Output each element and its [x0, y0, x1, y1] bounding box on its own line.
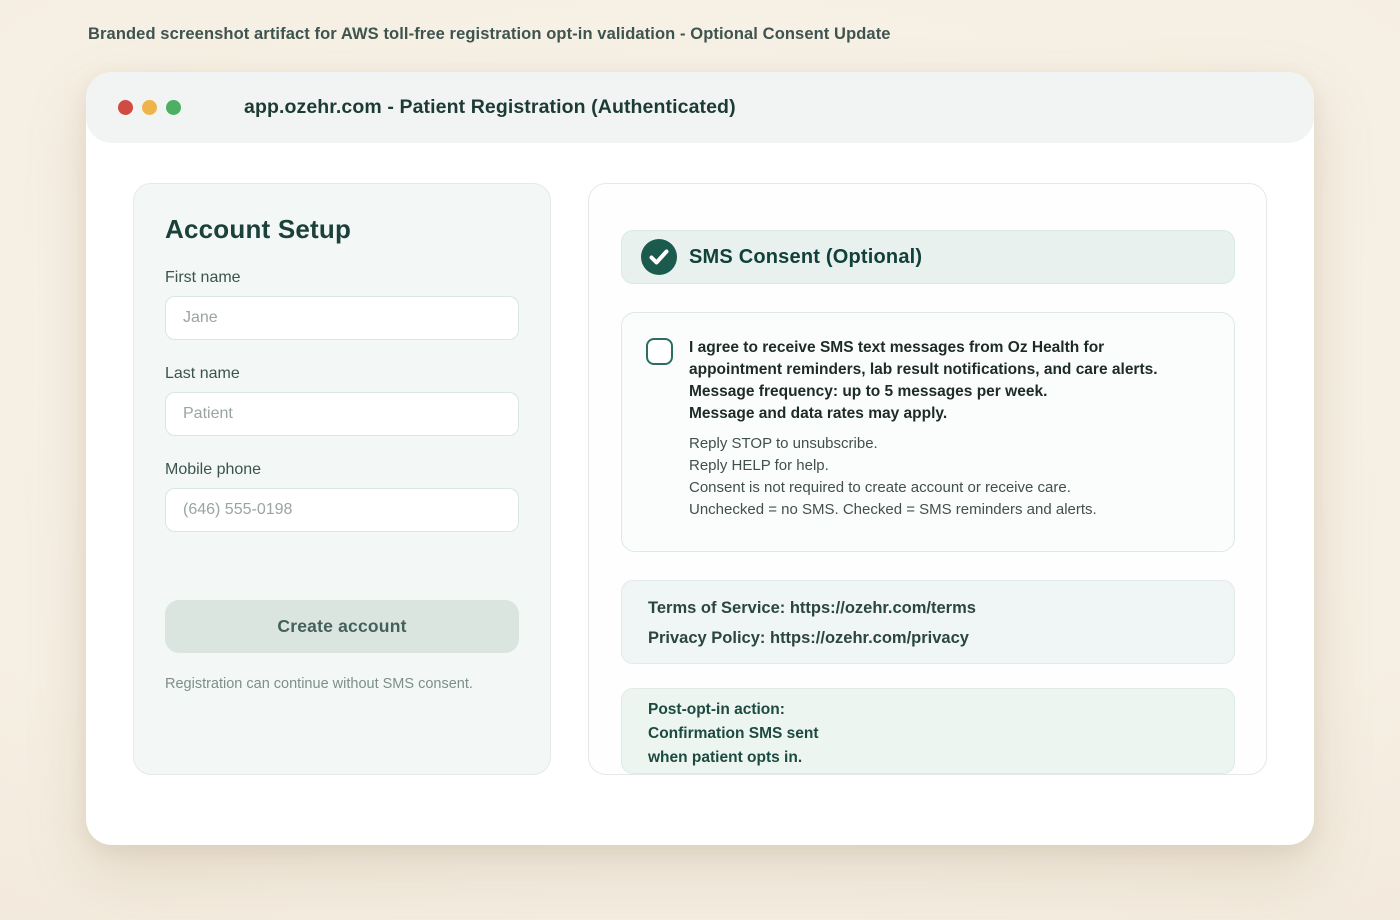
last-name-label: Last name — [165, 365, 240, 382]
browser-window — [86, 72, 1314, 845]
check-circle-icon — [641, 239, 677, 275]
post-opt-in-line3: when patient opts in. — [648, 749, 803, 766]
sms-consent-panel — [588, 183, 1267, 775]
consent-statement: I agree to receive SMS text messages from Oz Health for appointment reminders, lab result notifications, and care alerts. — [689, 339, 1158, 378]
window-controls — [118, 100, 181, 115]
post-opt-in-box — [621, 688, 1235, 774]
minimize-icon — [142, 100, 157, 115]
privacy-policy-line: Privacy Policy: https://ozehr.com/privacy — [648, 629, 969, 647]
consent-help-line: Reply HELP for help. — [689, 457, 829, 474]
terms-of-service-line: Terms of Service: https://ozehr.com/terms — [648, 599, 976, 617]
window-title: app.ozehr.com - Patient Registration (Authenticated) — [244, 96, 736, 118]
consent-state-line: Unchecked = no SMS. Checked = SMS reminders and alerts. — [689, 501, 1097, 518]
first-name-input[interactable] — [165, 296, 519, 340]
sms-consent-text — [689, 337, 1169, 521]
consent-rates: Message and data rates may apply. — [689, 405, 948, 422]
consent-stop-line: Reply STOP to unsubscribe. — [689, 435, 878, 452]
consent-frequency: Message frequency: up to 5 messages per week. — [689, 383, 1048, 400]
account-setup-panel — [133, 183, 551, 775]
sms-consent-header — [621, 230, 1235, 284]
post-opt-in-line2: Confirmation SMS sent — [648, 725, 819, 742]
window-titlebar — [86, 72, 1314, 143]
sms-consent-checkbox[interactable] — [646, 338, 673, 365]
close-icon — [118, 100, 133, 115]
mobile-phone-label: Mobile phone — [165, 461, 262, 478]
first-name-label: First name — [165, 269, 241, 286]
create-account-button[interactable]: Create account — [165, 600, 519, 653]
maximize-icon — [166, 100, 181, 115]
page-title: Branded screenshot artifact for AWS toll-free registration opt-in validation - Optional Consent Update — [88, 25, 891, 43]
consent-not-required-line: Consent is not required to create account or receive care. — [689, 479, 1071, 496]
account-setup-heading: Account Setup — [165, 214, 352, 244]
mobile-phone-input[interactable] — [165, 488, 519, 532]
last-name-input[interactable] — [165, 392, 519, 436]
sms-consent-heading: SMS Consent (Optional) — [689, 245, 923, 268]
terms-privacy-box — [621, 580, 1235, 664]
post-opt-in-title: Post-opt-in action: — [648, 701, 785, 718]
sms-consent-agreement-box — [621, 312, 1235, 552]
registration-footnote: Registration can continue without SMS consent. — [165, 676, 473, 692]
